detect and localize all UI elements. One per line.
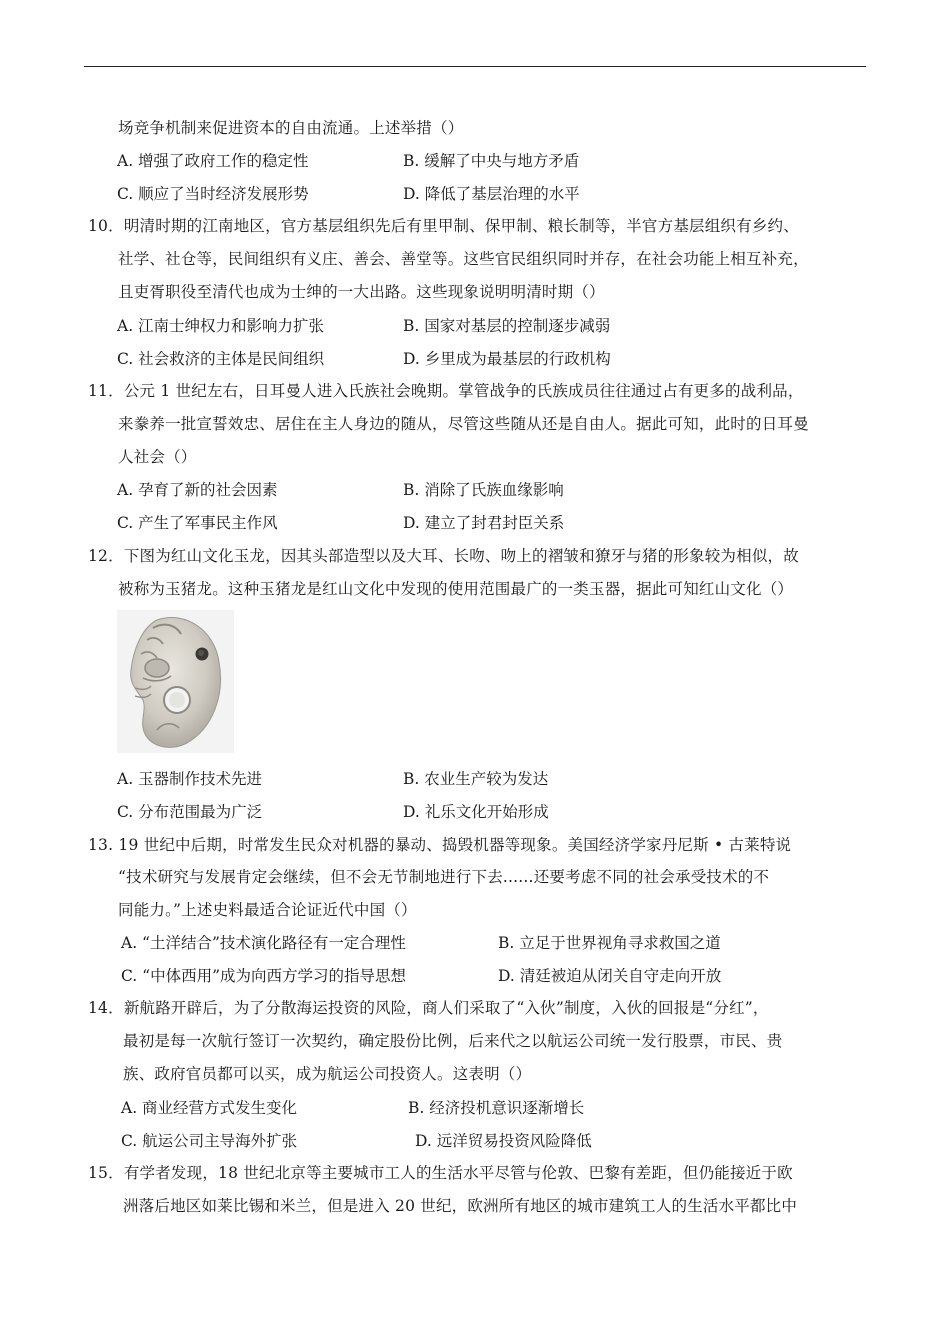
q12-option-d[interactable]: D. 礼乐文化开始形成 xyxy=(403,803,549,821)
q12-option-a[interactable]: A. 玉器制作技术先进 xyxy=(117,770,263,788)
q11-option-b[interactable]: B. 消除了氏族血缘影响 xyxy=(403,481,564,499)
q12-option-c[interactable]: C. 分布范围最为广泛 xyxy=(117,803,263,821)
q10-option-a[interactable]: A. 江南士绅权力和影响力扩张 xyxy=(117,317,325,335)
q9-option-a[interactable]: A. 增强了政府工作的稳定性 xyxy=(117,152,309,170)
q14-text-line3: 族、政府官员都可以买，成为航运公司投资人。这表明（） xyxy=(123,1065,532,1083)
jade-pig-dragon-image xyxy=(117,610,234,753)
header-rule xyxy=(84,66,866,67)
q10-option-b[interactable]: B. 国家对基层的控制逐步减弱 xyxy=(403,317,611,335)
q12-text-line2: 被称为玉猪龙。这种玉猪龙是红山文化中发现的使用范围最广的一类玉器，据此可知红山文化（） xyxy=(118,580,794,598)
q14-text-line1: 14．新航路开辟后，为了分散海运投资的风险，商人们采取了“入伙”制度，入伙的回报是“分红”， xyxy=(88,999,769,1017)
q9-option-d[interactable]: D. 降低了基层治理的水平 xyxy=(403,185,580,203)
q11-option-d[interactable]: D. 建立了封君封臣关系 xyxy=(403,514,565,532)
jade-pig-dragon-illustration xyxy=(117,610,234,753)
q13-option-b[interactable]: B. 立足于世界视角寻求救国之道 xyxy=(498,934,721,952)
q13-text-line2: “技术研究与发展肯定会继续，但不会无节制地进行下去......还要考虑不同的社会承受技术的不 xyxy=(118,868,770,886)
q14-option-d[interactable]: D. 远洋贸易投资风险降低 xyxy=(415,1132,592,1150)
q9-text: 场竞争机制来促进资本的自由流通。上述举措（） xyxy=(118,119,464,137)
q14-option-b[interactable]: B. 经济投机意识逐渐增长 xyxy=(408,1099,585,1117)
q10-option-c[interactable]: C. 社会救济的主体是民间组织 xyxy=(117,350,325,368)
q13-text-line1: 13. 19 世纪中后期，时常发生民众对机器的暴动、捣毁机器等现象。美国经济学家丹尼斯 • 古莱特说 xyxy=(88,836,792,854)
q11-text-line3: 人社会（） xyxy=(118,448,197,466)
q11-option-a[interactable]: A. 孕育了新的社会因素 xyxy=(117,481,278,499)
q11-text-line1: 11．公元 1 世纪左右，日耳曼人进入氏族社会晚期。掌管战争的氏族成员往往通过占有更多的战利品， xyxy=(88,382,804,400)
q13-option-d[interactable]: D. 清廷被迫从闭关自守走向开放 xyxy=(498,967,722,985)
q13-text-line3: 同能力。”上述史料最适合论证近代中国（） xyxy=(118,901,417,919)
q11-text-line2: 来豢养一批宣誓效忠、居住在主人身边的随从，尽管这些随从还是自由人。据此可知，此时的日耳曼 xyxy=(118,415,809,433)
q12-option-b[interactable]: B. 农业生产较为发达 xyxy=(403,770,549,788)
q9-option-b[interactable]: B. 缓解了中央与地方矛盾 xyxy=(403,152,580,170)
q13-option-a[interactable]: A. “土洋结合”技术演化路径有一定合理性 xyxy=(121,934,406,952)
q10-text-line3: 且吏胥职役至清代也成为士绅的一大出路。这些现象说明明清时期（） xyxy=(118,283,605,301)
q10-option-d[interactable]: D. 乡里成为最基层的行政机构 xyxy=(403,350,611,368)
q11-option-c[interactable]: C. 产生了军事民主作风 xyxy=(117,514,278,532)
q13-option-c[interactable]: C. “中体西用”成为向西方学习的指导思想 xyxy=(121,967,407,985)
q15-text-line1: 15．有学者发现，18 世纪北京等主要城市工人的生活水平尽管与伦敦、巴黎有差距，但仍能接近于欧 xyxy=(88,1164,793,1182)
q14-option-a[interactable]: A. 商业经营方式发生变化 xyxy=(121,1099,298,1117)
q14-text-line2: 最初是每一次航行签订一次契约，确定股份比例，后来代之以航运公司统一发行股票，市民、贵 xyxy=(123,1032,783,1050)
q9-option-c[interactable]: C. 顺应了当时经济发展形势 xyxy=(117,185,309,203)
q15-text-line2: 洲落后地区如莱比锡和米兰，但是进入 20 世纪，欧洲所有地区的城市建筑工人的生活水平都比中 xyxy=(123,1197,798,1215)
q10-text-line1: 10．明清时期的江南地区，官方基层组织先后有里甲制、保甲制、粮长制等，半官方基层组织有乡约、 xyxy=(88,217,799,235)
q10-text-line2: 社学、社仓等，民间组织有义庄、善会、善堂等。这些官民组织同时并存，在社会功能上相互补充， xyxy=(118,250,809,268)
q14-option-c[interactable]: C. 航运公司主导海外扩张 xyxy=(121,1132,298,1150)
q12-text-line1: 12．下图为红山文化玉龙，因其头部造型以及大耳、长吻、吻上的褶皱和獠牙与猪的形象较为相似，故 xyxy=(88,547,799,565)
